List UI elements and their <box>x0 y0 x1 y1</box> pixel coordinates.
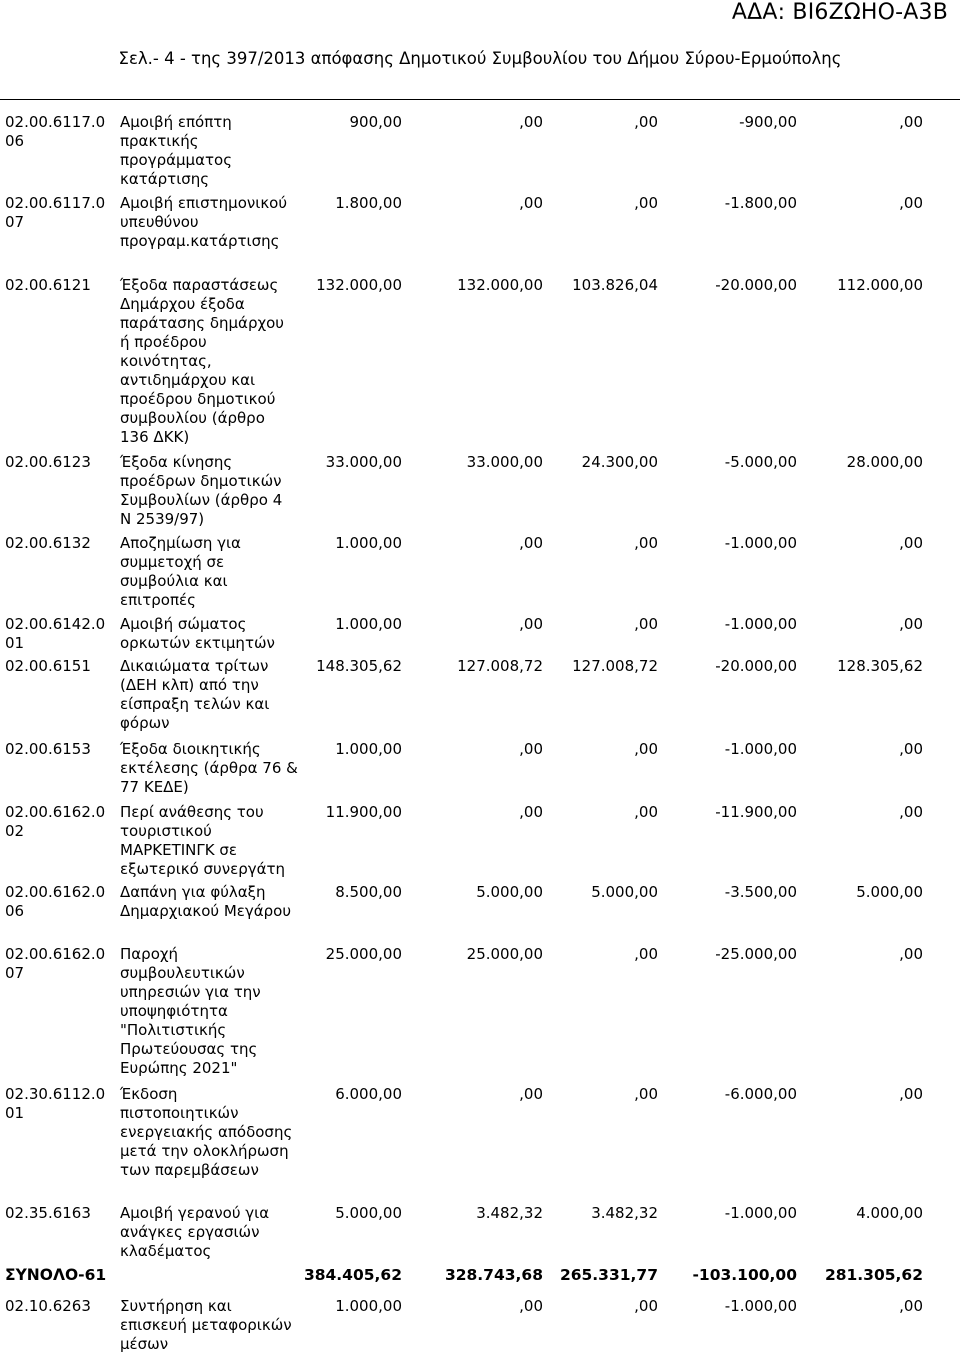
amount-cell: 5.000,00 <box>591 883 658 901</box>
amount-cell: 103.826,04 <box>572 276 658 294</box>
amount-cell: ,00 <box>899 615 923 633</box>
amount-cell: ,00 <box>634 534 658 552</box>
amount-cell: ,00 <box>634 1085 658 1103</box>
budget-table <box>0 100 960 1358</box>
amount-cell: 1.000,00 <box>335 615 402 633</box>
row-description: Αμοιβή επόπτη πρακτικής προγράμματος κατάρτισης <box>120 113 233 188</box>
row-code: 02.10.6263 <box>5 1297 91 1315</box>
amount-cell: 132.000,00 <box>457 276 543 294</box>
row-code: 02.00.6121 <box>5 276 91 294</box>
amount-cell: ,00 <box>519 615 543 633</box>
row-description: Συντήρηση και επισκευή μεταφορικών μέσων <box>120 1297 292 1353</box>
amount-cell: ,00 <box>634 740 658 758</box>
row-code: 02.00.6123 <box>5 453 91 471</box>
amount-cell: 25.000,00 <box>466 945 543 963</box>
row-code: 02.00.6117.0 07 <box>5 194 106 231</box>
row-description: Έκδοση πιστοποιητικών ενεργειακής απόδοσης μετά την ολοκλήρωση των παρεμβάσεων <box>120 1085 293 1179</box>
amount-cell: 8.500,00 <box>335 883 402 901</box>
total-amount: 281.305,62 <box>824 1266 923 1284</box>
row-code: 02.00.6142.0 01 <box>5 615 106 652</box>
amount-cell: 33.000,00 <box>466 453 543 471</box>
amount-cell: ,00 <box>519 534 543 552</box>
row-code: 02.00.6132 <box>5 534 91 552</box>
amount-cell: -20.000,00 <box>715 276 797 294</box>
amount-cell: ,00 <box>634 945 658 963</box>
amount-cell: ,00 <box>899 945 923 963</box>
row-description: Έξοδα κίνησης προέδρων δημοτικών Συμβουλίων (άρθρο 4 Ν 2539/97) <box>120 453 283 528</box>
row-description: Περί ανάθεσης του τουριστικού ΜΑΡΚΕΤΙΝΓΚ σε εξωτερικό συνεργάτη <box>120 803 286 878</box>
amount-cell: -1.000,00 <box>724 1204 797 1222</box>
amount-cell: 11.900,00 <box>325 803 402 821</box>
row-code: 02.30.6112.0 01 <box>5 1085 106 1122</box>
row-code: 02.00.6162.0 06 <box>5 883 106 920</box>
amount-cell: 4.000,00 <box>856 1204 923 1222</box>
amount-cell: -1.000,00 <box>724 534 797 552</box>
amount-cell: 128.305,62 <box>837 657 923 675</box>
row-description: Δαπάνη για φύλαξη Δημαρχιακού Μεγάρου <box>120 883 292 920</box>
amount-cell: ,00 <box>519 1085 543 1103</box>
amount-cell: 33.000,00 <box>325 453 402 471</box>
amount-cell: 3.482,32 <box>476 1204 543 1222</box>
amount-cell: -900,00 <box>739 113 797 131</box>
amount-cell: 5.000,00 <box>856 883 923 901</box>
amount-cell: ,00 <box>519 1297 543 1315</box>
row-description: Αποζημίωση για συμμετοχή σε συμβούλια και επιτροπές <box>120 534 241 609</box>
amount-cell: -1.800,00 <box>724 194 797 212</box>
amount-cell: 112.000,00 <box>837 276 923 294</box>
total-amount: 328.743,68 <box>444 1266 543 1284</box>
amount-cell: -1.000,00 <box>724 615 797 633</box>
row-description: Έξοδα παραστάσεως Δημάρχου έξοδα παράτασης δημάρχου ή προέδρου κοινότητας, αντιδημάρχου και προέδρου δημοτικού συμβουλίου (άρθρο 136 ΔΚΚ) <box>120 276 284 446</box>
amount-cell: ,00 <box>634 803 658 821</box>
amount-cell: 24.300,00 <box>581 453 658 471</box>
row-code: 02.00.6117.0 06 <box>5 113 106 150</box>
amount-cell: -3.500,00 <box>724 883 797 901</box>
amount-cell: ,00 <box>634 1297 658 1315</box>
amount-cell: -20.000,00 <box>715 657 797 675</box>
total-amount: 265.331,77 <box>559 1266 658 1284</box>
amount-cell: ,00 <box>634 113 658 131</box>
total-amount: 384.405,62 <box>303 1266 402 1284</box>
amount-cell: 25.000,00 <box>325 945 402 963</box>
row-code: 02.00.6162.0 02 <box>5 803 106 840</box>
amount-cell: 3.482,32 <box>591 1204 658 1222</box>
amount-cell: 127.008,72 <box>572 657 658 675</box>
row-code: 02.00.6162.0 07 <box>5 945 106 982</box>
row-description: Αμοιβή γερανού για ανάγκες εργασιών κλαδέματος <box>120 1204 270 1260</box>
amount-cell: -5.000,00 <box>724 453 797 471</box>
amount-cell: ,00 <box>634 615 658 633</box>
total-label: ΣΥΝΟΛΟ-61 <box>5 1266 107 1284</box>
ada-code: ΑΔΑ: ΒΙ6ΖΩΗΟ-Α3Β <box>731 0 948 25</box>
amount-cell: -11.900,00 <box>715 803 797 821</box>
amount-cell: 1.800,00 <box>335 194 402 212</box>
amount-cell: 148.305,62 <box>316 657 402 675</box>
amount-cell: ,00 <box>899 534 923 552</box>
row-description: Δικαιώματα τρίτων (ΔΕΗ κλπ) από την είσπραξη τελών και φόρων <box>120 657 270 732</box>
amount-cell: 1.000,00 <box>335 534 402 552</box>
amount-cell: 5.000,00 <box>476 883 543 901</box>
row-code: 02.00.6153 <box>5 740 91 758</box>
row-description: Παροχή συμβουλευτικών υπηρεσιών για την υποψηφιότητα "Πολιτιστικής Πρωτεύουσας της Ευρώπης 2021" <box>120 945 261 1077</box>
amount-cell: 127.008,72 <box>457 657 543 675</box>
row-description: Αμοιβή επιστημονικού υπευθύνου προγραμ.κατάρτισης <box>120 194 288 250</box>
total-amount: -103.100,00 <box>692 1266 797 1284</box>
amount-cell: ,00 <box>899 1297 923 1315</box>
page-header: Σελ.- 4 - της 397/2013 απόφασης Δημοτικού Συμβουλίου του Δήμου Σύρου-Ερμούπολης <box>118 49 842 68</box>
row-description: Αμοιβή σώματος ορκωτών εκτιμητών <box>120 615 275 652</box>
amount-cell: 1.000,00 <box>335 740 402 758</box>
amount-cell: -1.000,00 <box>724 740 797 758</box>
amount-cell: 28.000,00 <box>846 453 923 471</box>
amount-cell: -6.000,00 <box>724 1085 797 1103</box>
amount-cell: ,00 <box>899 1085 923 1103</box>
amount-cell: ,00 <box>899 803 923 821</box>
amount-cell: ,00 <box>899 740 923 758</box>
amount-cell: ,00 <box>899 113 923 131</box>
amount-cell: 6.000,00 <box>335 1085 402 1103</box>
row-description: Έξοδα διοικητικής εκτέλεσης (άρθρα 76 & 77 ΚΕΔΕ) <box>120 740 298 796</box>
amount-cell: ,00 <box>634 194 658 212</box>
amount-cell: ,00 <box>519 740 543 758</box>
amount-cell: 5.000,00 <box>335 1204 402 1222</box>
amount-cell: ,00 <box>899 194 923 212</box>
amount-cell: ,00 <box>519 803 543 821</box>
row-code: 02.00.6151 <box>5 657 91 675</box>
amount-cell: 132.000,00 <box>316 276 402 294</box>
amount-cell: -25.000,00 <box>715 945 797 963</box>
amount-cell: 1.000,00 <box>335 1297 402 1315</box>
amount-cell: 900,00 <box>349 113 402 131</box>
amount-cell: ,00 <box>519 194 543 212</box>
amount-cell: -1.000,00 <box>724 1297 797 1315</box>
amount-cell: ,00 <box>519 113 543 131</box>
row-code: 02.35.6163 <box>5 1204 91 1222</box>
